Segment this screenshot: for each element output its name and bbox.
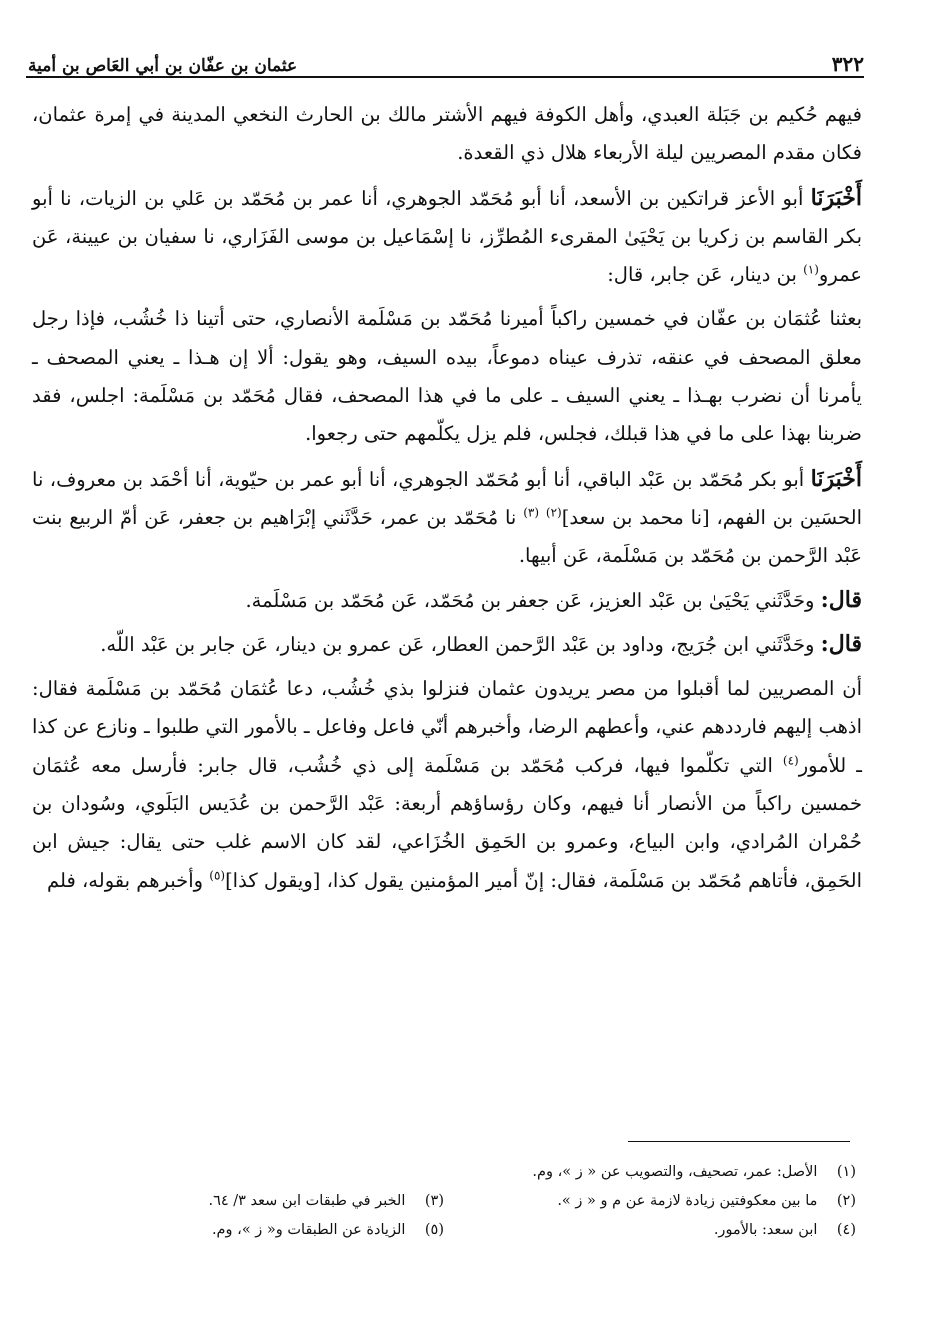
paragraph-3	[32, 300, 862, 453]
footnote	[444, 1187, 856, 1216]
footnote-rule	[628, 1141, 850, 1142]
paragraph-2	[32, 179, 862, 295]
footnote-number: (٣)	[424, 1193, 444, 1209]
footnote-number: (٢)	[836, 1193, 856, 1209]
footnote-text: ما بين معكوفتين زيادة لازمة عن م و « ز ».	[557, 1193, 818, 1209]
footnote-text: الخبر في طبقات ابن سعد ٣/ ٦٤.	[208, 1193, 406, 1209]
footnote-row	[32, 1158, 856, 1187]
footnote	[32, 1216, 444, 1245]
paragraph-text: فيهم حُكيم بن جَبَلة العبدي، وأهل الكوفة فيهم الأشتر مالك بن الحارث النخعي المدينة في إمرة عثمان، فكان مقدم المصريين ليلة الأربعاء هلال ذي القعدة.	[32, 103, 862, 165]
footnote-ref: (٣)	[523, 505, 540, 520]
paragraph-lead: أَخْبَرَنَا	[810, 184, 862, 211]
paragraph-text-tail: بن دينار، عَن جابر، قال:	[607, 263, 804, 287]
paragraph-text-tail: التي تكلّموا فيها، فركب مُحَمّد بن مَسْلَمة إلى ذي خُشُب، قال جابر: فأرسل معه عُثمَان خمسين راكباً من الأنصار أنا فيهم، وكان رؤساؤهم أربعة: عَبْد الرَّحمن بن عُدَيس البَلَوي، وسُودان بن حُمْران المُرادي، وابن البياع، وعمرو بن الحَمِق الخُزَاعي، لقد كان الاسم غلب حتى يقال: جيش ابن الحَمِق، فأتاهم مُحَمّد بن مَسْلَمة، فقال: إنّ أمير المؤمنين يقول كذا، [ويقول كذا]	[32, 753, 862, 892]
footnote-text: الزيادة عن الطبقات و« ز »، وم.	[211, 1222, 406, 1238]
footnote-ref: (٤)	[782, 753, 799, 768]
paragraph-lead: أَخْبَرَنَا	[810, 465, 862, 492]
paragraph-lead: قال:	[820, 630, 862, 657]
footnote	[32, 1187, 444, 1216]
paragraph-text: بعثنا عُثمَان بن عفّان في خمسين راكباً أميرنا مُحَمّد بن مَسْلَمة الأنصاري، حتى أتينا ذا خُشُب، فإذا رجل معلق المصحف في عنقه، تذرف عيناه دموعاً، بيده السيف، وهو يقول: ألا إن هـذا ـ يعني المصحف ـ يأمرنا أن نضرب بهـذا ـ يعني السيف ـ على ما في هذا المصحف، فقال مُحَمّد بن مَسْلَمة: اجلس، فقد ضربنا بهذا على ما في هذا قبلك، فجلس، فلم يزل يكلّمهم حتى رجعوا.	[32, 307, 862, 446]
page-number: ٣٢٢	[831, 52, 864, 76]
paragraph-text: وحَدَّثَني يَحْيَىٰ بن عَبْد العزيز، عَن جعفر بن مُحَمّد، عَن مُحَمّد بن مَسْلَمة.	[245, 588, 815, 612]
footnote-text: الأصل: عمر، تصحيف، والتصويب عن « ز »، وم.	[532, 1164, 818, 1180]
footnote-row	[32, 1187, 856, 1216]
footnote-number: (٥)	[424, 1222, 444, 1238]
footnote	[444, 1216, 856, 1245]
paragraph-lead: قال:	[820, 586, 862, 613]
paragraph-1	[32, 96, 862, 173]
paragraph-text-tail: وأخبرهم بقوله، فلم	[47, 868, 210, 892]
paragraph-6	[32, 625, 862, 664]
paragraph-text: أبو الأعز قراتكين بن الأسعد، أنا أبو مُحَمّد الجوهري، أنا عمر بن مُحَمّد بن عَلي بن الزيات، نا أبو بكر القاسم بن زكريا بن يَحْيَىٰ المقرىء المُطرِّز، نا إسْمَاعيل بن موسى الفَزَاري، نا سفيان بن عيينة، عَن عمرو	[32, 186, 862, 287]
footnote	[32, 1158, 856, 1187]
footnote-ref: (٥)	[209, 868, 226, 883]
footnote-ref: (٢)	[545, 505, 562, 520]
footnote-ref: (١)	[803, 262, 819, 277]
header-rule	[26, 76, 864, 78]
paragraph-7	[32, 670, 862, 900]
footnote-row	[32, 1216, 856, 1245]
footnote-text: ابن سعد: بالأمور.	[713, 1222, 818, 1238]
paragraph-5	[32, 581, 862, 620]
footnotes	[32, 1158, 856, 1245]
page-header	[28, 42, 864, 76]
paragraph-4	[32, 460, 862, 576]
main-text	[32, 96, 862, 905]
paragraph-text: أن المصريين لما أقبلوا من مصر يريدون عثمان فنزلوا بذي خُشُب، دعا عُثمَان مُحَمّد بن مَسْلَمة فقال: اذهب إليهم فارددهم عني، وأعطهم الرضا، وأخبرهم أنّي فاعل وفاعل ـ بالأمور التي طلبوا ـ ونازع عن كذا ـ للأمور	[32, 677, 862, 777]
running-title: عثمان بن عفّان بن أبي العَاص بن أمية	[28, 56, 298, 76]
footnote-number: (١)	[836, 1164, 856, 1180]
paragraph-text: أبو بكر مُحَمّد بن عَبْد الباقي، أنا أبو مُحَمّد الجوهري، أنا أبو عمر بن حيّوية، أنا أحْمَد بن معروف، نا الحسَين بن الفهم، [نا محمد بن سعد]	[32, 467, 862, 529]
paragraph-text: وحَدَّثَني ابن جُرَيج، وداود بن عَبْد الرَّحمن العطار، عَن عمرو بن دينار، عَن جابر بن عَبْد اللّه.	[100, 632, 815, 656]
footnote-number: (٤)	[836, 1222, 856, 1238]
paragraph-text-tail: نا مُحَمّد بن عمر، حَدَّثَني إبْرَاهيم بن جعفر، عَن أمّ الربيع بنت عَبْد الرَّحمن بن مُحَمّد بن مَسْلَمة، عَن أبيها.	[32, 505, 862, 568]
